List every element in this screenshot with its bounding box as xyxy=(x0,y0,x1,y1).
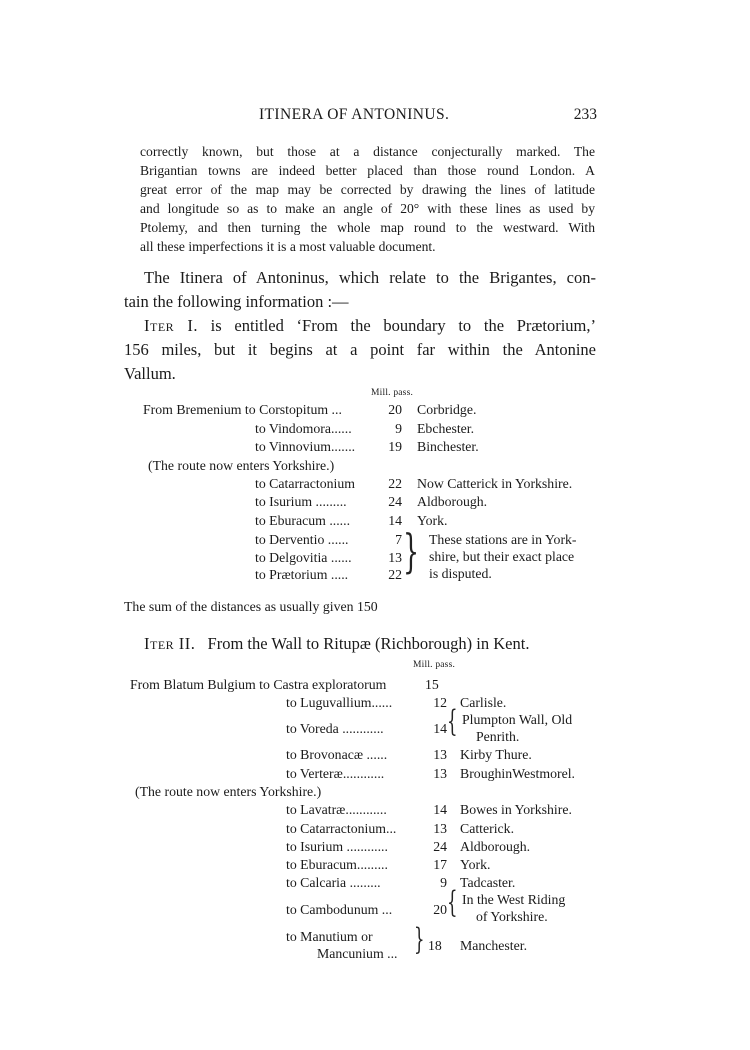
miles-cell: 9 xyxy=(440,875,447,890)
modern-cell: Tadcaster. xyxy=(460,875,516,890)
text-line: all these imperfections it is a most valuable document. xyxy=(140,239,436,254)
miles-cell: 13 xyxy=(388,550,402,565)
route-cell: to Vindomora...... xyxy=(255,421,352,436)
text-line xyxy=(124,314,596,338)
modern-cell: Manchester. xyxy=(460,938,528,953)
modern-cell: of Yorkshire. xyxy=(476,909,548,924)
text-line: 156 miles, but it begins at a point far within the Antonine xyxy=(124,340,596,359)
modern-cell: Now Catterick in Yorkshire. xyxy=(417,476,573,491)
running-title: ITINERA OF ANTONINUS. xyxy=(259,106,450,123)
page-number: 233 xyxy=(573,106,597,123)
modern-cell: BroughinWestmorel. xyxy=(460,766,575,781)
disputed-note-line: is disputed. xyxy=(429,566,492,581)
route-cell: to Delgovitia ...... xyxy=(255,550,352,565)
iter1-label: Iter I. xyxy=(144,316,198,335)
modern-cell: Catterick. xyxy=(460,821,515,836)
modern-cell: York. xyxy=(417,513,448,528)
modern-cell: Corbridge. xyxy=(417,402,477,417)
modern-cell: York. xyxy=(460,857,491,872)
route-cell: to Catarractonium... xyxy=(286,821,397,836)
route-cell: to Manutium or xyxy=(286,929,373,944)
route-cell: to Catarractonium xyxy=(255,476,355,491)
text-line: and longitude so as to make an angle of 20° with these lines as used by xyxy=(140,201,595,216)
mill-pass-header: Mill. pass. xyxy=(413,660,456,670)
modern-cell: Kirby Thure. xyxy=(460,747,532,762)
left-brace-icon: { xyxy=(447,885,458,920)
miles-cell: 17 xyxy=(433,857,447,872)
route-cell: to Lavatræ............ xyxy=(286,802,387,817)
right-brace-icon: } xyxy=(414,922,425,957)
miles-cell: 24 xyxy=(433,839,447,854)
miles-cell: 20 xyxy=(388,402,402,417)
route-cell: to Calcaria ......... xyxy=(286,875,381,890)
route-cell: to Eburacum......... xyxy=(286,857,388,872)
miles-cell: 24 xyxy=(388,494,402,509)
miles-cell: 7 xyxy=(395,532,402,547)
miles-cell: 22 xyxy=(388,476,402,491)
modern-cell: Aldborough. xyxy=(417,494,488,509)
miles-cell: 14 xyxy=(433,802,447,817)
route-cell: to Isurium ......... xyxy=(255,494,347,509)
iter1-paragraph xyxy=(124,314,596,386)
route-cell: to Verteræ............ xyxy=(286,766,385,781)
text-line: great error of the map may be corrected by drawing the lines of latitude xyxy=(140,182,595,197)
route-cell: to Isurium ............ xyxy=(286,839,388,854)
route-note: (The route now enters Yorkshire.) xyxy=(148,458,335,473)
disputed-note-line: shire, but their exact place xyxy=(429,549,575,564)
modern-cell: In the West Riding xyxy=(462,892,566,907)
route-cell: From Blatum Bulgium to Castra exploratorum xyxy=(130,677,387,692)
miles-cell: 12 xyxy=(433,695,447,710)
route-cell: Mancunium ... xyxy=(317,946,398,961)
route-cell: to Cambodunum ... xyxy=(286,902,393,917)
route-cell: From Bremenium to Corstopitum ... xyxy=(143,402,342,417)
route-cell: to Luguvallium...... xyxy=(286,695,393,710)
miles-cell: 13 xyxy=(433,747,447,762)
miles-cell: 9 xyxy=(395,421,402,436)
miles-cell: 15 xyxy=(425,677,439,692)
iter2-label: Iter II. xyxy=(144,634,196,653)
route-cell: to Brovonacæ ...... xyxy=(286,747,388,762)
miles-cell: 14 xyxy=(388,513,402,528)
route-cell: to Voreda ............ xyxy=(286,721,384,736)
route-cell: to Derventio ...... xyxy=(255,532,349,547)
miles-cell: 13 xyxy=(433,821,447,836)
modern-cell: Bowes in Yorkshire. xyxy=(460,802,572,817)
iter2-heading-text: From the Wall to Ritupæ (Richborough) in Kent. xyxy=(207,634,530,653)
text-line: Ptolemy, and then turning the whole map round to the westward. With xyxy=(140,220,595,235)
disputed-note-line: These stations are in York- xyxy=(429,532,577,547)
left-brace-icon: { xyxy=(447,704,458,739)
miles-cell: 19 xyxy=(388,439,402,454)
itinera-paragraph xyxy=(124,266,596,314)
text-line: tain the following information :— xyxy=(124,292,349,311)
route-note: (The route now enters Yorkshire.) xyxy=(135,784,322,799)
modern-cell: Ebchester. xyxy=(417,421,475,436)
miles-cell: 20 xyxy=(433,902,447,917)
route-cell: to Vinnovium....... xyxy=(255,439,356,454)
iter1-text: is entitled ‘From the boundary to the Prætorium,’ xyxy=(210,316,596,335)
modern-cell: Binchester. xyxy=(417,439,479,454)
mill-pass-header: Mill. pass. xyxy=(371,388,414,398)
miles-cell: 13 xyxy=(433,766,447,781)
route-cell: to Prætorium ..... xyxy=(255,567,349,582)
miles-cell: 14 xyxy=(433,721,447,736)
text-line: The Itinera of Antoninus, which relate to the Brigantes, con- xyxy=(144,268,596,287)
miles-cell: 22 xyxy=(388,567,402,582)
text-line: Brigantian towns are indeed better placed than those round London. A xyxy=(140,163,595,178)
text-line: correctly known, but those at a distance conjecturally marked. The xyxy=(140,144,595,159)
page-header xyxy=(135,106,597,126)
modern-cell: Aldborough. xyxy=(460,839,531,854)
miles-cell: 18 xyxy=(428,938,442,953)
modern-cell: Carlisle. xyxy=(460,695,507,710)
sum-note: The sum of the distances as usually given 150 xyxy=(124,599,378,614)
right-brace-icon: } xyxy=(403,524,420,578)
iter2-heading xyxy=(144,634,529,654)
text-line: Vallum. xyxy=(124,364,176,383)
modern-cell: Plumpton Wall, Old xyxy=(462,712,573,727)
intro-paragraph xyxy=(140,142,595,256)
modern-cell: Penrith. xyxy=(476,729,520,744)
route-cell: to Eburacum ...... xyxy=(255,513,351,528)
